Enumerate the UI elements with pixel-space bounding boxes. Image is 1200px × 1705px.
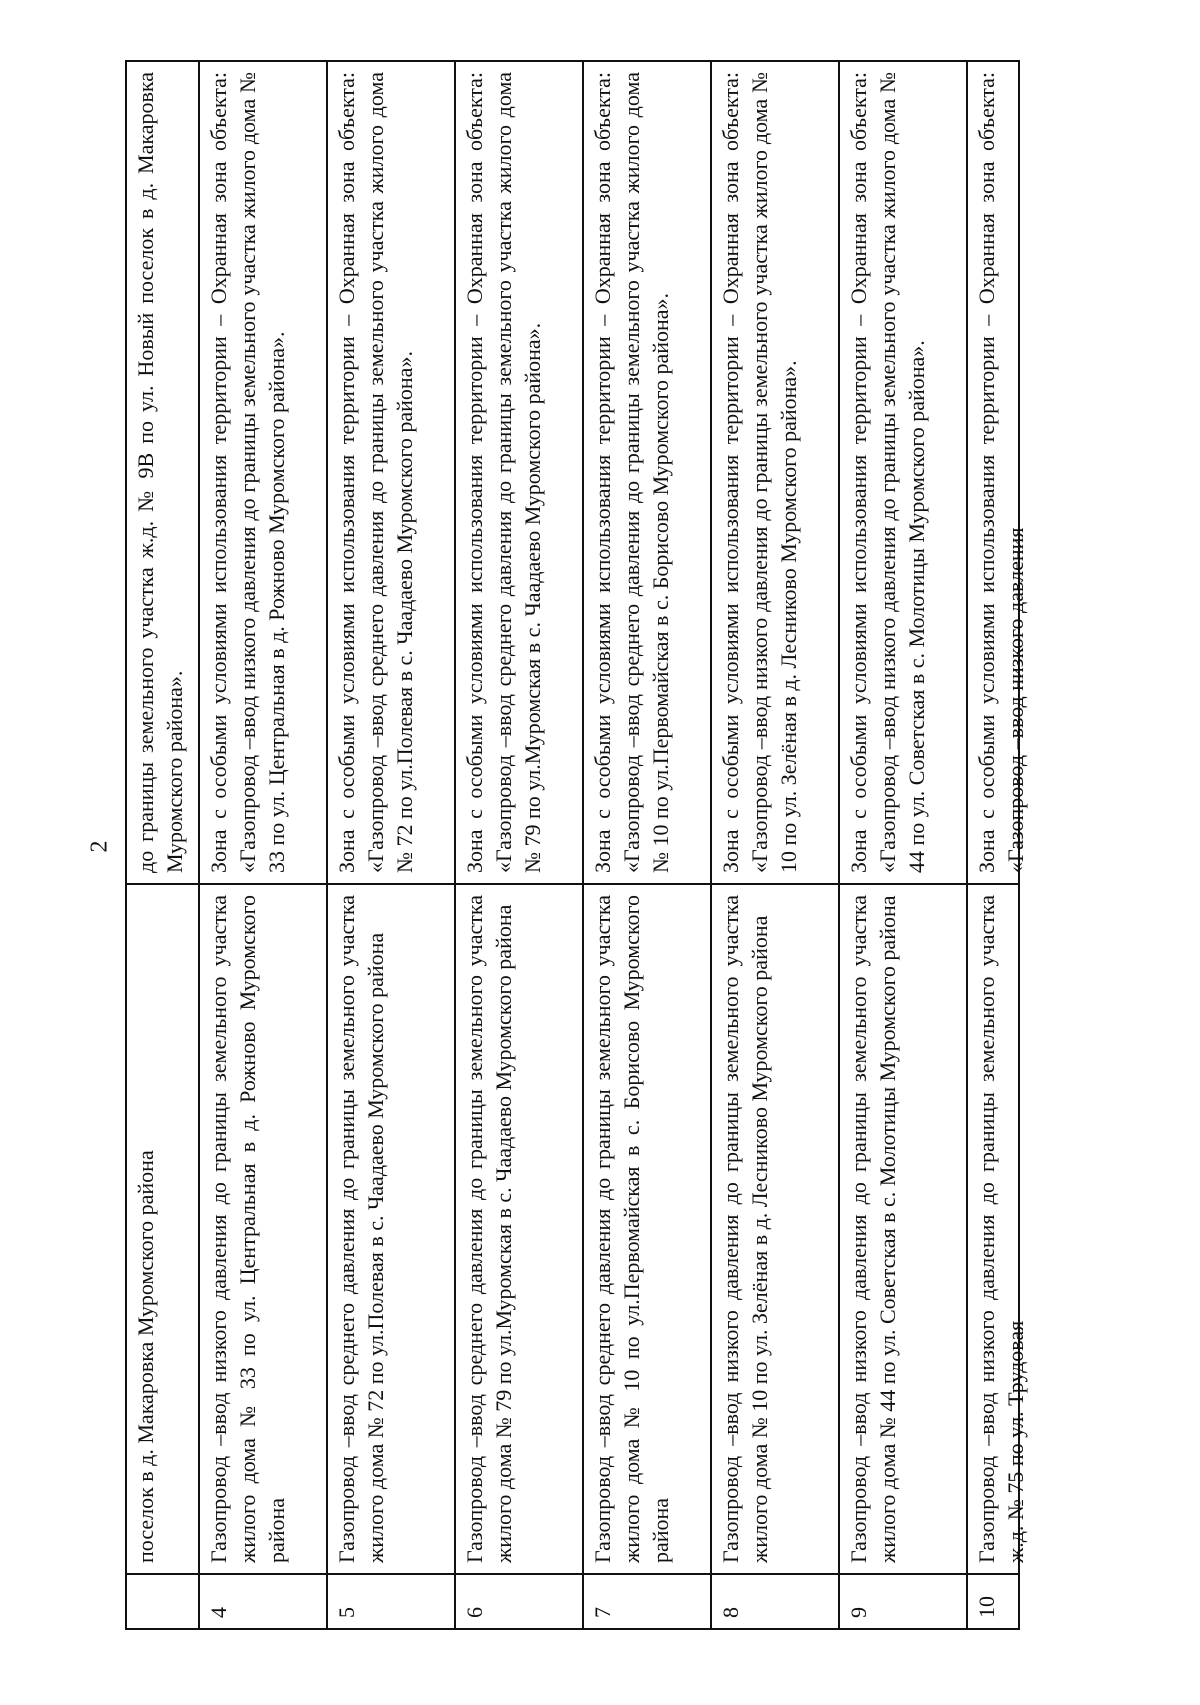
object-name-cell: поселок в д. Макаровка Муромского района (126, 884, 199, 1574)
row-number: 5 (327, 1574, 455, 1629)
object-name-cell: Газопровод –ввод среднего давления до границы земельного участка жилого дома № 72 по ул.Полевая в с. Чаадаево Муромского района (327, 884, 455, 1574)
table-container (125, 60, 1125, 1630)
zone-description-cell: Зона с особыми условиями использования территории – Охранная зона объекта: «Газопровод –ввод среднего давления до границы земельного участка жилого дома № 72 по ул.Полевая в с. Чаадаево Муромского района». (327, 61, 455, 884)
row-number-text: 10 (974, 1596, 999, 1618)
table-row (711, 61, 839, 1629)
zone-description-cell: Зона с особыми условиями использования территории – Охранная зона объекта: «Газопровод –ввод среднего давления до границы земельного участка жилого дома № 10 по ул.Первомайская в с. Борисово Муромского района». (583, 61, 711, 884)
table-row (327, 61, 455, 1629)
zone-description-cell: Зона с особыми условиями использования территории – Охранная зона объекта: «Газопровод –ввод низкого давления до границы земельного участка жилого дома № 44 по ул. Советская в с. Молотицы Муромского района». (839, 61, 967, 884)
object-name-cell: Газопровод –ввод среднего давления до границы земельного участка жилого дома № 10 по ул.Первомайская в с. Борисово Муромского района (583, 884, 711, 1574)
zone-description-cell: до границы земельного участка ж.д. № 9В по ул. Новый поселок в д. Макаровка Муромского района». (126, 61, 199, 884)
zone-description-cell: Зона с особыми условиями использования территории – Охранная зона объекта: «Газопровод –ввод среднего давления до границы земельного участка жилого дома № 79 по ул.Муромская в с. Чаадаево Муромского района». (455, 61, 583, 884)
object-name-text: Газопровод –ввод низкого давления до границы земельного участка ж.д. № 75 по ул. Трудовая (974, 895, 1028, 1563)
table-row (839, 61, 967, 1629)
zone-description-cell (967, 61, 1028, 884)
table-row (126, 61, 199, 1629)
zone-description-cell: Зона с особыми условиями использования территории – Охранная зона объекта: «Газопровод –ввод низкого давления до границы земельного участка жилого дома № 10 по ул. Зелёная в д. Лесниково Муромского района». (711, 61, 839, 884)
zone-description-text: Зона с особыми условиями использования территории – Охранная зона объекта: «Газопровод –ввод низкого давления (974, 72, 1028, 873)
object-name-cell (967, 884, 1028, 1574)
table-row (583, 61, 711, 1629)
zones-table (125, 60, 1028, 1630)
object-name-cell: Газопровод –ввод низкого давления до границы земельного участка жилого дома № 10 по ул. Зелёная в д. Лесниково Муромского района (711, 884, 839, 1574)
row-number: 6 (455, 1574, 583, 1629)
object-name-cell: Газопровод –ввод низкого давления до границы земельного участка жилого дома № 44 по ул. Советская в с. Молотицы Муромского района (839, 884, 967, 1574)
row-number: 7 (583, 1574, 711, 1629)
row-number (967, 1574, 1019, 1629)
table-row (455, 61, 583, 1629)
table-row (967, 61, 1019, 1629)
object-name-cell: Газопровод –ввод низкого давления до границы земельного участка жилого дома № 33 по ул. Центральная в д. Рожново Муромского района (199, 884, 327, 1574)
page-number: 2 (86, 840, 113, 853)
row-number: 9 (839, 1574, 967, 1629)
table-row (199, 61, 327, 1629)
row-number: 8 (711, 1574, 839, 1629)
row-number: 4 (199, 1574, 327, 1629)
row-number (126, 1574, 199, 1629)
object-name-cell: Газопровод –ввод среднего давления до границы земельного участка жилого дома № 79 по ул.Муромская в с. Чаадаево Муромского района (455, 884, 583, 1574)
zone-description-cell: Зона с особыми условиями использования территории – Охранная зона объекта: «Газопровод –ввод низкого давления до границы земельного участка жилого дома № 33 по ул. Центральная в д. Рожново Муромского района». (199, 61, 327, 884)
